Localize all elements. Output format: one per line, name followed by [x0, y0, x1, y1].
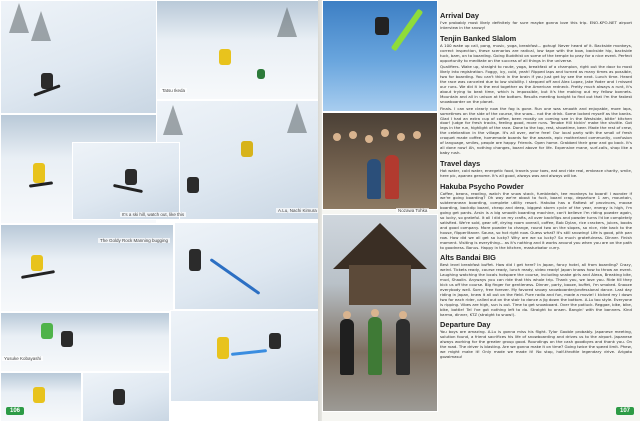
photo-awards-crowd [322, 112, 438, 210]
photo-banked-turn [156, 100, 320, 220]
section-body: I've probably most likely definitely for sure maybe gonna love this trip. ENO-KPO-NET airport interview in the snowy! [440, 20, 632, 30]
photo-jump-landing [0, 312, 170, 372]
section-title: Alts Bandai BIG [440, 253, 496, 263]
photo-small-rider-right [82, 372, 170, 421]
section-body: A 100 wake up call, pong, music, yoga, breakfast... gohug! Never heard of it. Backside monkeys, correct inspection, these scenarios are radical, low tape with the bow, backside hip, backside tuck, bam, on to boarding. Going Buddhist on some of the temple to pray for a nice event. Perfect opportunity to meditate on the success of all things in the universe. [440, 42, 632, 63]
section-body: Best level breakfast buffet. How did I get here? In Japan, fancy hotel, all from boarding? Crazy, weird. Tickets ready, course ready, lunch ready, video ready! Japan knows how to throw an event. Laughing watching the locals hotspare the course, including snake girls and Alexa, Breaking bite, mud, Shaolin. Anyways you can ride that this whole trip. Thank you, we love you. Ride till they kick us off the course. Big finger for gentleness. Dinner, party, booze, buffet, I'm smoked. Snooze everybody well. Sorry, free forever. My favored snowy snowboarder/professional dance. Last day riding in Japan, knew it all out on the field. Pure radio and fun, made a movie! I kicked my I down two for each rider, called out on the stair to dance a jig down the bottom. A.Lu too style. Everyone is ripping. Vibes are high, sun is out. Time to get snowboard. Over the potluck. Reggae, bike, bike, bike, bottle! Tel I've got nothing left to do. Straight to onsen. Bangin' with the banners. Kind karma, dinner, KTZ (straight to snow!). [440, 262, 632, 317]
section-arrival-day [440, 11, 632, 31]
section-body: Coffee, beans, reading, watch the snow stack, fumbledah, tee monkeys to board! I wonder if we're going boarding? Oh way we're about to fuck, board crap, departure 1 am, mountain, subterranean boarding, complete utility resort. Hakuba has a flattest of provinces, moose boarding, backdip board, cheap and deep, biggest storm cycle of the year, energy is high, I'm going get pants. Arsin is a big smooth boarding machine, can't believe I'm riding powder again, so lucky, so grateful. It all I did on my crafts, all over backflips and powder turns I'd be completely satisfied. We're sold, gear off, drying room overall, coffee, Bob Dylan, rice crackers, juices, books and good company. More powder to change, round two on the slopes, so nice, ride back to the house, flipperlitaver. Sauna, so hot right now. Guess what? It's still snowing! Life is good, pith pan row. How did we all get so lucky? Why are we so lucky? So much gratefulness. Dinner. Finish moment. Visiting is everything... as it's nothing and it works around you when you are on the path to goodness. Bonus. Happy in the kitchen, masturbator curry. [440, 190, 632, 250]
photo-slope-traverse [174, 222, 320, 310]
section-hakuba-powder [440, 182, 632, 251]
section-travel-days [440, 159, 632, 179]
photo-temple-group [322, 214, 438, 412]
section-body: Qualifiers. Wake up, straight to route, yoga, breakfast of a champion, right out the door to most likely into registration. Foggy, icy, cold, yeah! Ripped laps and turned as many times as possible, two for boarding. You can't think in the brain if you just get by see the next. Lunch time. Heard the race was canceled due to low visibility. I stepped off and Alex Lopez, Jake Yoder and I missed our runs. We did it in the end together as the American redneck. Pretty much always a runt, it's about trying to beat time, which is impossible, but it's the making out my fellow bonnets. Mountain and all in unison at the bottom. Results meeting tonight to find out that I'm the fastest snowboarder on the planet. [440, 64, 632, 104]
section-title: Tenjin Banked Slalom [440, 33, 517, 43]
section-tenjin-slalom [440, 34, 632, 156]
photo-caption: Yusuke Kobayashi [4, 356, 42, 361]
section-body: Hot water, cold water, energetic food, travels your toes, eat and ride real, embrace charity, smile, here pic, apanex genome. It's all good, always was and always will be. [440, 167, 632, 178]
photo-caption: It's a ski hill, watch out, like this [122, 212, 185, 217]
page-number-right: 107 [616, 407, 634, 415]
section-title: Departure Day [440, 320, 491, 330]
section-title: Arrival Day [440, 11, 480, 20]
photo-spectators [72, 142, 180, 220]
photo-air-trick-sky [322, 0, 438, 112]
photo-slalom-course [156, 0, 320, 100]
article-text [440, 8, 632, 362]
photo-caption: A.Lu, Nachi Kimura [278, 208, 317, 213]
section-body: Finals. I can see clearly now the fog is gone. Run one was smooth and enjoyable, more laps, sometimes on the side of the course, the snow... not the drink. Some locked myself as the banks. Glad I had an extra cup of coffee, been mostly on coming see in the Westside, bittie' kitchen door! Judge for fresh tracks, feeling good, more runs. Tenobe Hill kickin' make the shuttle. Got legs in the run, highlight of the race. Done to the top, rest, showtime, beer. Made the rest of crew, the celebration in the village. It's all over, we're free! Our local party with the small of fresh croquet made coffee, homemade boards for the awards, epic motherland community, confusion of language, smiles, people are happy. Friends. Open home. Grabbed their gear and go back. It's all done now! Ah, nothing changes, board above for life. Expensive mane, surf-calls, shop like a baby rush. [440, 105, 632, 155]
photo-caption-right: Nozawa Tohka [398, 208, 428, 213]
page-number-left: 106 [6, 407, 24, 415]
photo-caption: The Goldy Rock Manning bugging [100, 238, 169, 243]
photo-caption: Tatsu Ikeda [162, 88, 186, 93]
section-departure-day [440, 320, 632, 359]
section-title: Travel days [440, 158, 481, 168]
section-alts-bandai [440, 253, 632, 317]
photo-rider-slope [0, 0, 157, 114]
section-body: You boys are amazing. A.Lu is gonna miss his flight. Tylor Gooble probably. Japanese meeting, solution found, a friend sacrifices his life of snowboarding and drives us to the airport. Japanese always working for the greater group good. Roundings on the cash goodbyes and thank you. On the road. The driver is blasting. Are we gonna make it on time? Going twice the speed limit. Phew, we might make it! Only made we made it! No stop, half-throttle legendary drive. Arigato gozaimasu! [440, 329, 632, 359]
section-title: Hakuba Psycho Powder [440, 181, 524, 191]
photo-rider-yellow-jacket [170, 310, 320, 402]
